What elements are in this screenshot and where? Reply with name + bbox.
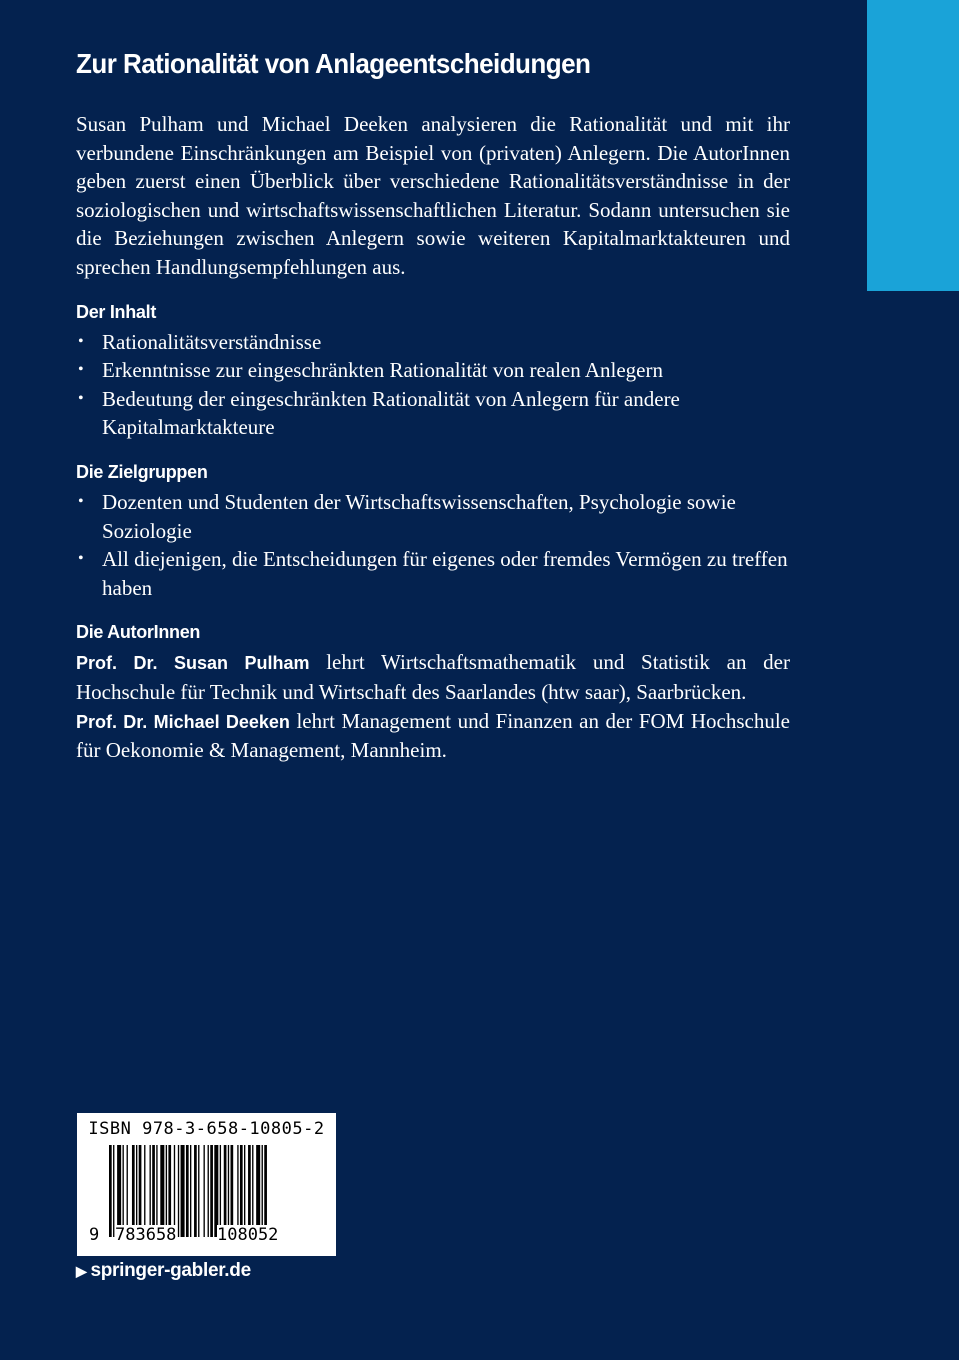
- author-description: lehrt Wirtschaftsmathematik und Statistik an der Hochschule für Technik und Wirtschaft des Saarlandes (htw saar), Saarbrücken.: [76, 650, 790, 704]
- play-arrow-icon: ▶: [76, 1263, 87, 1279]
- isbn-number: ISBN 978-3-658-10805-2: [88, 1119, 325, 1139]
- author-name: Prof. Dr. Susan Pulham: [76, 653, 310, 674]
- barcode-bars: [109, 1145, 317, 1237]
- intro-paragraph: Susan Pulham und Michael Deeken analysieren die Rationalität und mit ihr verbundene Einschränkungen am Beispiel von (privaten) Anlegern. Die AutorInnen geben zuerst einen Überblick über verschiedene Rationalitätsverständnisse in der soziologischen und wirtschaftswissenschaftlichen Literatur. Sodann untersuchen sie die Beziehungen zwischen Anlegern sowie weiteren Kapitalmarktakteuren und sprechen Handlungsempfehlungen aus.: [76, 112, 790, 279]
- section-heading: Die Zielgruppen: [76, 461, 208, 482]
- target-groups-list: [76, 488, 790, 602]
- section-target-groups: [76, 460, 790, 602]
- section-heading: Die AutorInnen: [76, 622, 201, 643]
- barcode-lead-digit: 9: [89, 1225, 100, 1245]
- accent-color-block: [867, 0, 959, 291]
- barcode-digit-group: 783658: [115, 1225, 177, 1245]
- author-entry: [76, 648, 790, 706]
- list-item: • Rationalitätsverständnisse: [76, 328, 790, 357]
- bullet-icon: •: [78, 550, 84, 568]
- author-entry: [76, 707, 790, 765]
- bullet-icon: •: [78, 389, 84, 407]
- author-description: lehrt Management und Finanzen an der FOM Hochschule für Oekonomie & Management, Mannheim.: [76, 708, 791, 763]
- barcode-digit-group: 108052: [217, 1225, 279, 1245]
- publisher-url: springer-gabler.de: [90, 1260, 251, 1281]
- author-name: Prof. Dr. Michael Deeken: [76, 711, 290, 732]
- section-authors: [76, 620, 790, 764]
- list-item: • Bedeutung der eingeschränkten Rationalität von Anlegern für andere Kapitalmarktakteure: [78, 386, 680, 440]
- book-title: Zur Rationalität von Anlageentscheidungen: [76, 48, 591, 79]
- list-item: • All diejenigen, die Entscheidungen für eigenes oder fremdes Vermögen zu treffen haben: [78, 547, 788, 600]
- bullet-icon: •: [78, 332, 84, 350]
- bullet-icon: •: [78, 492, 84, 510]
- back-cover-content: [76, 44, 790, 765]
- contents-list: [76, 328, 790, 442]
- publisher-link[interactable]: [76, 1260, 251, 1282]
- section-contents: [76, 300, 790, 442]
- isbn-barcode: [77, 1113, 336, 1256]
- section-heading: Der Inhalt: [76, 301, 157, 322]
- list-item: • Erkenntnisse zur eingeschränkten Rationalität von realen Anlegern: [76, 356, 790, 385]
- list-item: • Dozenten und Studenten der Wirtschaftswissenschaften, Psychologie sowie Soziologie: [78, 489, 736, 543]
- bullet-icon: •: [78, 361, 84, 379]
